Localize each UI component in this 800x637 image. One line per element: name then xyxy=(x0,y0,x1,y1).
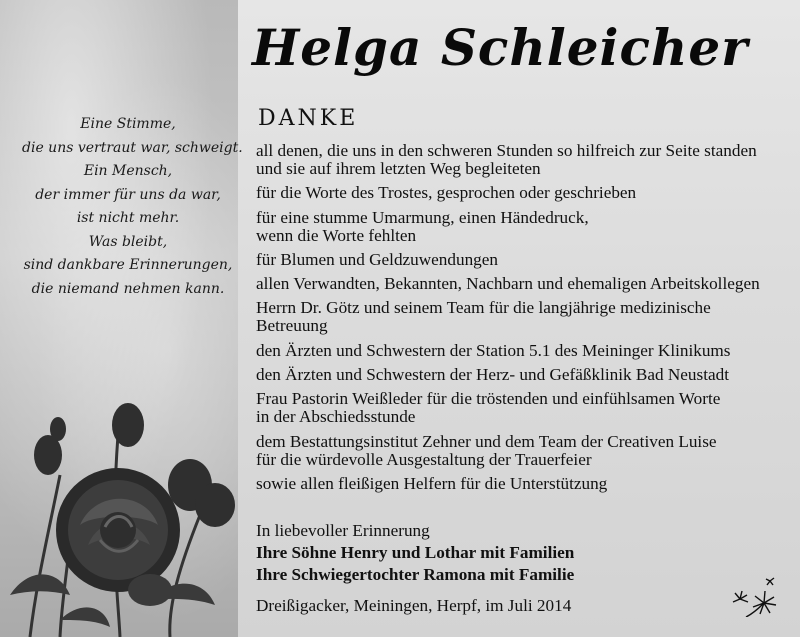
closing-block xyxy=(256,520,796,586)
family-line: Ihre Söhne Henry und Lothar mit Familien xyxy=(256,543,575,562)
left-image-panel xyxy=(0,0,243,637)
list-item xyxy=(256,342,796,360)
poem-line: Was bleibt, xyxy=(88,233,168,250)
item-line: wenn die Worte fehlten xyxy=(256,225,417,245)
thanks-list xyxy=(256,142,796,499)
item-line: den Ärzten und Schwestern der Station 5.1 des Meininger Klinikums xyxy=(256,340,731,360)
closing-intro: In liebevoller Erinnerung xyxy=(256,521,430,540)
list-item xyxy=(256,475,796,493)
item-line: in der Abschiedsstunde xyxy=(256,407,416,427)
item-line: allen Verwandten, Bekannten, Nachbarn und ehemaligen Arbeitskollegen xyxy=(256,274,760,294)
family-line: Ihre Schwiegertochter Ramona mit Familie xyxy=(256,565,575,584)
list-item xyxy=(256,251,796,269)
poem-line: die uns vertraut war, schweigt. xyxy=(22,139,243,156)
poem-line: ist nicht mehr. xyxy=(76,210,180,226)
place-date: Dreißigacker, Meiningen, Herpf, im Juli 2014 xyxy=(256,596,572,615)
poem-line: Eine Stimme, xyxy=(80,116,176,132)
item-line: für eine stumme Umarmung, einen Händedruck, xyxy=(256,207,589,227)
item-line: Herrn Dr. Götz und seinem Team für die langjährige medizinische xyxy=(256,298,711,318)
item-line: den Ärzten und Schwestern der Herz- und Gefäßklinik Bad Neustadt xyxy=(256,365,729,385)
list-item xyxy=(256,142,796,178)
dandelion-icon xyxy=(726,575,782,617)
item-line: Betreuung xyxy=(256,316,328,336)
list-item xyxy=(256,366,796,384)
item-line: Frau Pastorin Weißleder für die tröstenden und einfühlsamen Worte xyxy=(256,389,721,409)
thanks-heading: DANKE xyxy=(258,106,359,131)
deceased-name: Helga Schleicher xyxy=(252,18,749,77)
poem-line: der immer für uns da war, xyxy=(35,186,221,203)
poem-line: Ein Mensch, xyxy=(83,163,173,179)
list-item xyxy=(256,390,796,426)
list-item xyxy=(256,433,796,469)
poem xyxy=(22,113,243,301)
list-item xyxy=(256,299,796,335)
item-line: all denen, die uns in den schweren Stunden so hilfreich zur Seite standen xyxy=(256,141,757,160)
item-line: sowie allen fleißigen Helfern für die Unterstützung xyxy=(256,473,608,493)
item-line: und sie auf ihrem letzten Weg begleiteten xyxy=(256,159,541,178)
item-line: für die würdevolle Ausgestaltung der Trauerfeier xyxy=(256,449,592,469)
roses-illustration xyxy=(0,395,238,637)
item-line: für die Worte des Trostes, gesprochen oder geschrieben xyxy=(256,183,637,203)
poem-line: die niemand nehmen kann. xyxy=(31,280,225,297)
item-line: für Blumen und Geldzuwendungen xyxy=(256,249,499,269)
list-item xyxy=(256,209,796,245)
list-item xyxy=(256,184,796,202)
poem-line: sind dankbare Erinnerungen, xyxy=(23,257,233,273)
item-line: dem Bestattungsinstitut Zehner und dem Team der Creativen Luise xyxy=(256,431,717,451)
list-item xyxy=(256,275,796,293)
